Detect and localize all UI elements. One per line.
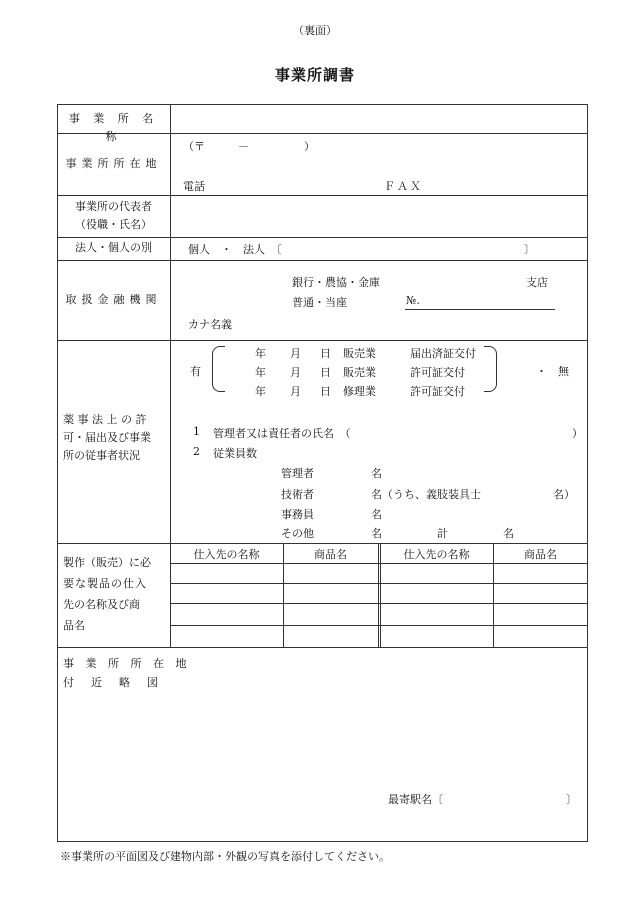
permit-day: 日 <box>320 366 331 379</box>
supplier-column-header: 仕入先の名称 <box>403 548 470 561</box>
staff-unit: 名 <box>371 527 382 540</box>
permit-year: 年 <box>255 347 266 360</box>
product-grid-line <box>378 543 379 647</box>
attachment-note: ※事業所の平面図及び建物内部・外観の写真を添付してください。 <box>60 850 390 863</box>
permit-left-brace <box>212 346 225 392</box>
products-label-3: 先の名称及び商 <box>63 598 140 611</box>
map-label-2: 付 近 略 図 <box>63 676 161 689</box>
manager-name-field[interactable] <box>380 422 568 440</box>
row-sep <box>57 260 588 261</box>
nearest-station-label: 最寄駅名〔 <box>388 793 443 806</box>
staff-role: 技術者 <box>281 488 314 501</box>
nearest-station-field[interactable] <box>450 789 562 807</box>
item2-number: 2 <box>193 445 200 458</box>
staff-total-label: 計 <box>437 527 448 540</box>
permit-yes-label: 有 <box>190 365 201 378</box>
account-no-underline[interactable] <box>405 309 555 310</box>
permit-year: 年 <box>255 366 266 379</box>
manager-name-label: 管理者又は責任者の氏名 （ <box>213 427 351 440</box>
page-side-label: （裏面） <box>293 24 337 37</box>
staff-unit: 名 <box>371 467 382 480</box>
supplier-column-header: 仕入先の名称 <box>193 548 260 561</box>
label-divider <box>170 104 171 647</box>
permit-cert: 許可証交付 <box>410 385 465 398</box>
pharma-label-3: 所の従事者状況 <box>63 449 140 462</box>
row-sep <box>57 237 588 238</box>
business-name-field[interactable] <box>172 106 586 132</box>
product-column-header: 商品名 <box>314 548 347 561</box>
staff-unit: 名 <box>371 508 382 521</box>
row-sep <box>57 195 588 196</box>
products-label-2: 要な製品の仕入 <box>63 577 147 590</box>
staff-unit-close: 名） <box>553 488 575 501</box>
permit-day: 日 <box>320 347 331 360</box>
pharma-label-2: 可・届出及び事業 <box>63 431 151 444</box>
product-grid-line <box>170 563 588 564</box>
permit-none-label: ・ 無 <box>536 365 569 378</box>
permit-business: 販売業 <box>343 347 376 360</box>
item1-number: 1 <box>193 425 200 438</box>
products-label-4: 品名 <box>63 619 85 632</box>
employee-count-label: 従業員数 <box>213 447 257 460</box>
product-grid-line <box>170 583 588 584</box>
permit-day: 日 <box>320 385 331 398</box>
product-column-header: 商品名 <box>524 548 557 561</box>
product-grid-line <box>170 603 588 604</box>
permit-cert: 許可証交付 <box>410 366 465 379</box>
business-name-label: 事 業 所 名 称 <box>68 112 159 143</box>
address-label: 事業所所在地 <box>65 157 162 170</box>
permit-cert: 届出済証交付 <box>410 347 476 360</box>
entity-type-bracket-close: 〕 <box>524 243 535 256</box>
products-label-1: 製作（販売）に必 <box>63 556 151 569</box>
staff-role: 管理者 <box>281 467 314 480</box>
row-sep <box>57 647 588 648</box>
fax-label: ＦＡＸ <box>384 180 423 193</box>
map-label-1: 事 業 所 所 在 地 <box>63 657 191 670</box>
account-no-label: №. <box>406 294 420 307</box>
row-sep <box>57 340 588 341</box>
permit-right-brace <box>484 346 497 392</box>
representative-label-2: （役職・氏名） <box>75 218 152 231</box>
staff-role: その他 <box>281 527 314 540</box>
account-type-options[interactable]: 普通・当座 <box>292 296 347 309</box>
permit-month: 月 <box>290 347 301 360</box>
bank-type-options[interactable]: 銀行・農協・金庫 <box>292 276 380 289</box>
staff-unit: 名（うち、義肢装具士 <box>371 488 481 501</box>
permit-business: 修理業 <box>343 385 376 398</box>
product-grid-line <box>170 625 588 626</box>
permit-business: 販売業 <box>343 366 376 379</box>
staff-role: 事務員 <box>281 508 314 521</box>
row-sep <box>57 543 588 544</box>
kana-name-label: カナ名義 <box>188 318 232 331</box>
nearest-station-close: 〕 <box>566 793 577 806</box>
permit-year: 年 <box>255 385 266 398</box>
staff-total-unit: 名 <box>503 527 514 540</box>
entity-type-options[interactable]: 個人 ・ 法人 〔 <box>188 243 282 256</box>
postal-code-field[interactable]: （〒 － ） <box>183 140 315 153</box>
bank-label: 取扱金融機関 <box>65 293 162 306</box>
representative-label-1: 事業所の代表者 <box>75 200 152 213</box>
permit-month: 月 <box>290 366 301 379</box>
form-title: 事業所調書 <box>274 66 355 84</box>
representative-field[interactable] <box>172 197 586 236</box>
tel-label: 電話 <box>183 180 205 193</box>
branch-label: 支店 <box>526 276 548 289</box>
manager-name-close: ） <box>572 427 583 440</box>
pharma-label-1: 薬 事 法 上 の 許 <box>63 413 147 426</box>
entity-type-label: 法人・個人の別 <box>75 241 152 254</box>
permit-month: 月 <box>290 385 301 398</box>
location-map-area[interactable] <box>172 650 586 780</box>
